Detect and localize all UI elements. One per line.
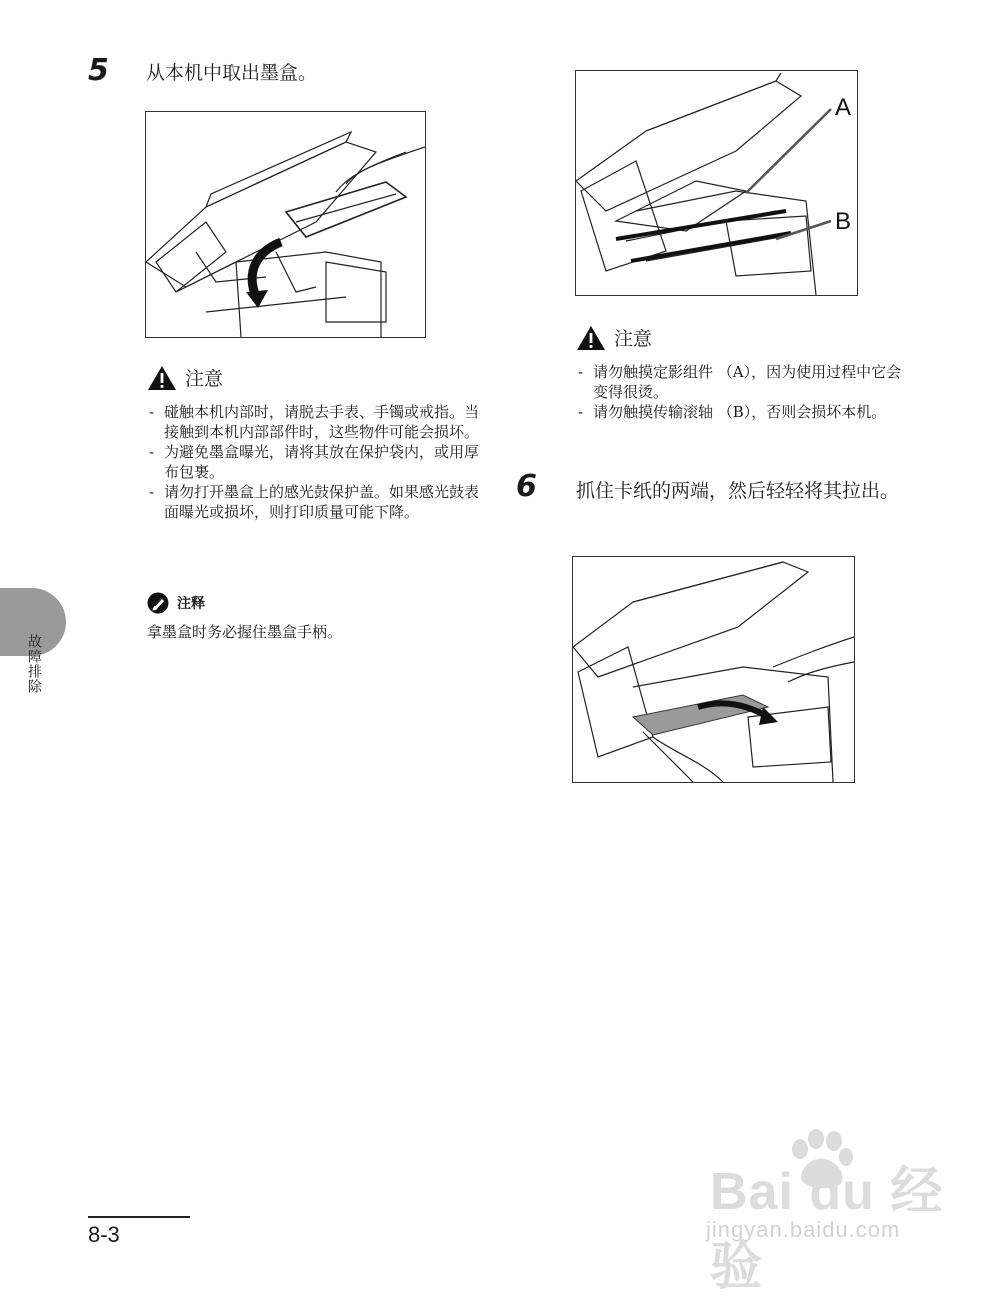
footer-rule [88, 1216, 190, 1218]
paper-jam-illustration [573, 557, 854, 782]
caution-left-item: - 请勿打开墨盒上的感光鼓保护盖。如果感光鼓表面曝光或损坏，则打印质量可能下降。 [147, 482, 487, 522]
note-text: 拿墨盒时务必握住墨盒手柄。 [147, 623, 343, 641]
caution-right-header [576, 324, 652, 351]
caution-left-item: - 碰触本机内部时，请脱去手表、手镯或戒指。当接触到本机内部部件时，这些物件可能会损坏。 [147, 402, 487, 442]
note-title: 注释 [177, 596, 205, 612]
label-b: B [835, 208, 852, 235]
warning-triangle-icon [576, 325, 606, 351]
step-5-number: 5 [88, 53, 109, 88]
caution-right-title: 注意 [614, 328, 653, 350]
caution-left-item: - 为避免墨盒曝光，请将其放在保护袋内，或用厚布包裹。 [147, 442, 487, 482]
caution-left-list [147, 402, 487, 522]
note-header [147, 592, 205, 614]
figure-remove-cartridge [145, 111, 426, 338]
caution-left-header [147, 364, 223, 391]
step-5-text: 从本机中取出墨盒。 [146, 62, 318, 84]
figure-pull-paper [572, 556, 855, 783]
printer-interior-illustration [576, 71, 857, 295]
step-6-number: 6 [516, 469, 537, 504]
printer-cartridge-illustration [146, 112, 425, 337]
caution-right-item: - 请勿触摸定影组件 （A），因为使用过程中它会变得很烫。 [576, 362, 911, 402]
watermark-url: jingyan.baidu.com [706, 1217, 901, 1242]
pencil-note-icon [147, 592, 169, 614]
step-6-text: 抓住卡纸的两端，然后轻轻将其拉出。 [576, 480, 900, 502]
watermark-brand: Bai du 经验 [710, 1163, 944, 1296]
label-a: A [835, 94, 852, 121]
figure-fixing-assembly [575, 70, 858, 296]
caution-right-item: - 请勿触摸传输滚轴 （B），否则会损坏本机。 [576, 402, 911, 422]
caution-left-title: 注意 [185, 368, 224, 390]
caution-right-list [576, 362, 911, 422]
page-number: 8-3 [88, 1222, 120, 1247]
warning-triangle-icon [147, 365, 177, 391]
chapter-side-label: 故障排除 [26, 634, 42, 694]
